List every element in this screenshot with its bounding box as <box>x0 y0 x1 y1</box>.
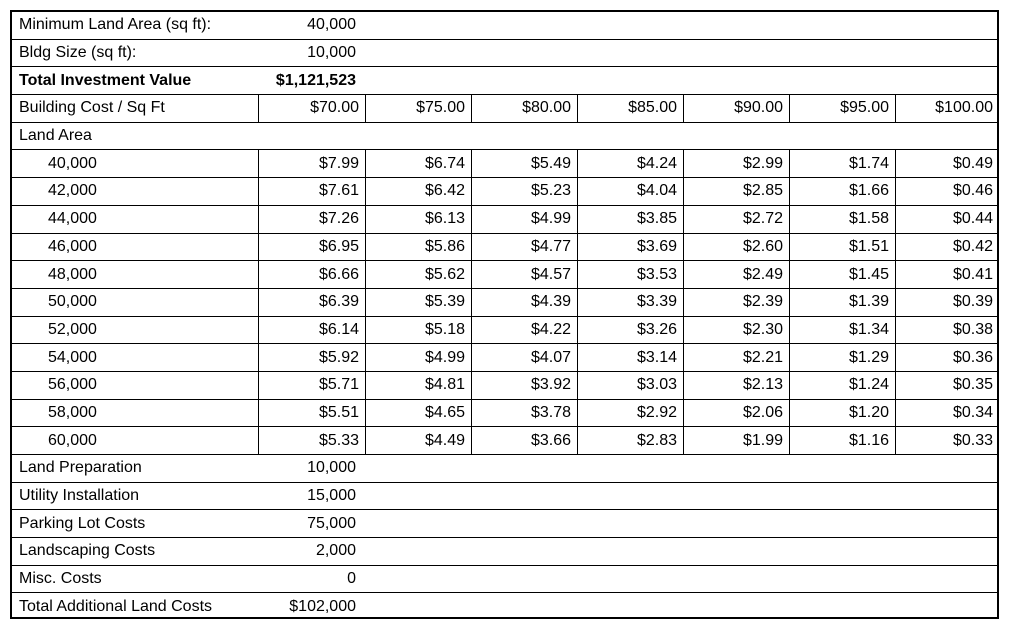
table-cell: $5.51 <box>258 400 365 427</box>
cost-column-header: $90.00 <box>683 95 789 122</box>
land-area-value: 46,000 <box>48 237 97 255</box>
cost-value: 0 <box>347 570 356 588</box>
table-row <box>12 234 997 262</box>
table-row <box>12 400 997 428</box>
table-cell: $0.46 <box>895 178 999 205</box>
land-area-value: 40,000 <box>48 154 97 172</box>
table-cell: $1.58 <box>789 206 895 233</box>
table-cell: $0.41 <box>895 261 999 288</box>
table-cell: $0.33 <box>895 427 999 454</box>
land-area-value: 42,000 <box>48 182 97 200</box>
table-cell: $2.72 <box>683 206 789 233</box>
table-cell: $0.42 <box>895 234 999 261</box>
table-cell: $1.34 <box>789 317 895 344</box>
cost-column-header: $100.00 <box>895 95 999 122</box>
land-area-value: 52,000 <box>48 320 97 338</box>
table-cell: $3.39 <box>577 289 683 316</box>
table-cell: $2.99 <box>683 150 789 177</box>
table-cell: $3.53 <box>577 261 683 288</box>
land-area-label: Land Area <box>19 127 92 145</box>
table-cell: $3.03 <box>577 372 683 399</box>
table-cell: $2.21 <box>683 344 789 371</box>
table-row <box>12 206 997 234</box>
cost-row <box>12 538 997 566</box>
table-cell: $1.29 <box>789 344 895 371</box>
total-investment-value: $1,121,523 <box>275 71 356 89</box>
table-cell: $7.26 <box>258 206 365 233</box>
land-area-header-row <box>12 123 997 151</box>
table-cell: $2.92 <box>577 400 683 427</box>
table-cell: $6.14 <box>258 317 365 344</box>
table-cell: $2.60 <box>683 234 789 261</box>
bldg-size-value: 10,000 <box>307 44 356 62</box>
table-cell: $3.66 <box>471 427 577 454</box>
min-land-area-value: 40,000 <box>307 16 356 34</box>
table-cell: $4.39 <box>471 289 577 316</box>
cost-label: Parking Lot Costs <box>19 514 146 532</box>
table-cell: $3.69 <box>577 234 683 261</box>
table-cell: $5.62 <box>365 261 471 288</box>
cost-column-header: $80.00 <box>471 95 577 122</box>
land-area-value: 44,000 <box>48 210 97 228</box>
land-area-value: 58,000 <box>48 403 97 421</box>
cost-column-header: $75.00 <box>365 95 471 122</box>
cost-value: 10,000 <box>307 459 356 477</box>
building-cost-label: Building Cost / Sq Ft <box>19 99 165 117</box>
cost-row <box>12 510 997 538</box>
min-land-area-label: Minimum Land Area (sq ft): <box>19 16 212 34</box>
bldg-size-label: Bldg Size (sq ft): <box>19 44 137 62</box>
cost-column-header: $70.00 <box>258 95 365 122</box>
cost-label: Landscaping Costs <box>19 542 156 560</box>
table-cell: $4.65 <box>365 400 471 427</box>
table-cell: $2.30 <box>683 317 789 344</box>
table-cell: $1.74 <box>789 150 895 177</box>
table-cell: $4.24 <box>577 150 683 177</box>
table-cell: $4.07 <box>471 344 577 371</box>
table-row <box>12 427 997 455</box>
min-land-area-row <box>12 12 997 40</box>
table-cell: $1.39 <box>789 289 895 316</box>
table-cell: $5.18 <box>365 317 471 344</box>
table-cell: $7.61 <box>258 178 365 205</box>
cost-value: $102,000 <box>289 598 356 616</box>
table-cell: $3.92 <box>471 372 577 399</box>
table-row <box>12 289 997 317</box>
table-cell: $1.66 <box>789 178 895 205</box>
table-cell: $2.85 <box>683 178 789 205</box>
table-cell: $2.83 <box>577 427 683 454</box>
table-cell: $1.24 <box>789 372 895 399</box>
table-cell: $4.99 <box>471 206 577 233</box>
table-cell: $5.49 <box>471 150 577 177</box>
table-cell: $4.81 <box>365 372 471 399</box>
building-cost-header-row <box>12 95 997 123</box>
table-cell: $2.39 <box>683 289 789 316</box>
table-cell: $6.66 <box>258 261 365 288</box>
total-investment-label: Total Investment Value <box>19 71 192 89</box>
table-cell: $1.20 <box>789 400 895 427</box>
table-cell: $4.22 <box>471 317 577 344</box>
land-area-value: 50,000 <box>48 293 97 311</box>
table-cell: $3.26 <box>577 317 683 344</box>
cost-row <box>12 566 997 594</box>
table-cell: $5.23 <box>471 178 577 205</box>
table-cell: $5.92 <box>258 344 365 371</box>
total-investment-row <box>12 67 997 95</box>
table-row <box>12 372 997 400</box>
table-cell: $1.16 <box>789 427 895 454</box>
cost-value: 15,000 <box>307 487 356 505</box>
table-cell: $0.38 <box>895 317 999 344</box>
table-cell: $2.06 <box>683 400 789 427</box>
table-cell: $6.74 <box>365 150 471 177</box>
table-cell: $5.71 <box>258 372 365 399</box>
cost-label: Land Preparation <box>19 459 142 477</box>
table-cell: $0.34 <box>895 400 999 427</box>
land-area-value: 60,000 <box>48 431 97 449</box>
cost-row <box>12 483 997 511</box>
land-area-value: 48,000 <box>48 265 97 283</box>
table-cell: $0.36 <box>895 344 999 371</box>
cost-label: Misc. Costs <box>19 570 102 588</box>
bldg-size-row <box>12 40 997 68</box>
table-cell: $0.35 <box>895 372 999 399</box>
table-cell: $7.99 <box>258 150 365 177</box>
table-row <box>12 317 997 345</box>
table-row <box>12 178 997 206</box>
table-cell: $6.39 <box>258 289 365 316</box>
table-cell: $0.49 <box>895 150 999 177</box>
table-row <box>12 150 997 178</box>
table-cell: $4.77 <box>471 234 577 261</box>
table-cell: $5.33 <box>258 427 365 454</box>
cost-sensitivity-table <box>10 10 999 619</box>
cost-label: Total Additional Land Costs <box>19 598 213 616</box>
table-cell: $6.13 <box>365 206 471 233</box>
table-cell: $3.78 <box>471 400 577 427</box>
land-area-value: 54,000 <box>48 348 97 366</box>
table-cell: $6.95 <box>258 234 365 261</box>
table-cell: $4.04 <box>577 178 683 205</box>
cost-value: 2,000 <box>315 542 356 560</box>
table-cell: $3.14 <box>577 344 683 371</box>
cost-row <box>12 593 997 621</box>
table-cell: $1.99 <box>683 427 789 454</box>
table-row <box>12 261 997 289</box>
table-cell: $1.45 <box>789 261 895 288</box>
table-cell: $4.49 <box>365 427 471 454</box>
table-cell: $6.42 <box>365 178 471 205</box>
table-cell: $4.99 <box>365 344 471 371</box>
table-cell: $0.44 <box>895 206 999 233</box>
cost-column-header: $85.00 <box>577 95 683 122</box>
table-cell: $4.57 <box>471 261 577 288</box>
table-cell: $5.86 <box>365 234 471 261</box>
table-cell: $2.49 <box>683 261 789 288</box>
table-cell: $2.13 <box>683 372 789 399</box>
cost-value: 75,000 <box>307 514 356 532</box>
table-row <box>12 344 997 372</box>
cost-column-header: $95.00 <box>789 95 895 122</box>
cost-label: Utility Installation <box>19 487 140 505</box>
table-cell: $1.51 <box>789 234 895 261</box>
cost-row <box>12 455 997 483</box>
table-cell: $5.39 <box>365 289 471 316</box>
table-cell: $3.85 <box>577 206 683 233</box>
land-area-value: 56,000 <box>48 376 97 394</box>
table-cell: $0.39 <box>895 289 999 316</box>
